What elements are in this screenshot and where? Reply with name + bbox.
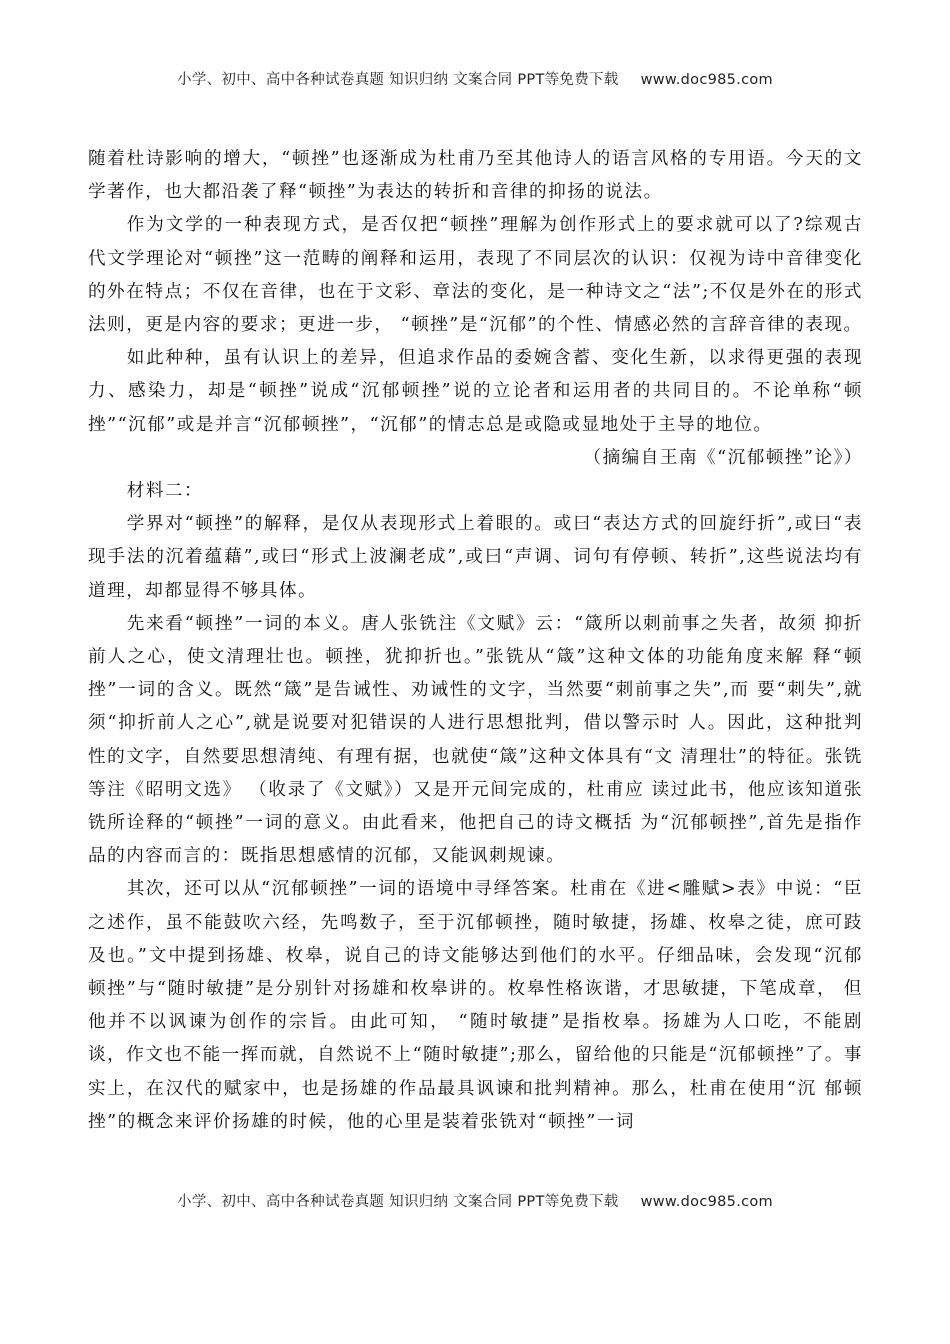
- footer-text: 小学、初中、高中各种试卷真题 知识归纳 文案合同 PPT等免费下载: [177, 1194, 619, 1210]
- paragraph-3: 如此种种，虽有认识上的差异，但追求作品的委婉含蓄、变化生新，以求得更强的表现力、感染力，却是“顿挫”说成“沉郁顿挫”说的立论者和运用者的共同目的。不论单称“顿 挫”“沉郁”或是并言“沉郁顿挫”，“沉郁”的情志总是或隐或显地处于主导的地位。: [88, 348, 863, 435]
- footer-site: www.doc985.com: [640, 1194, 773, 1210]
- page-header: [0, 68, 950, 89]
- citation-source: （摘编自王南《“沉郁顿挫”论》）: [583, 447, 863, 468]
- paragraph-1: 随着杜诗影响的增大，“顿挫”也逐渐成为杜甫乃至其他诗人的语言风格的专用语。今天的文学著作，也大都沿袭了释“顿挫”为表达的转折和音律的抑扬的说法。: [88, 149, 863, 203]
- page-footer: [0, 1190, 950, 1211]
- paragraph-5: 先来看“顿挫”一词的本义。唐人张铣注《文赋》云：“箴所以刺前事之失者，故须 抑折前人之心，使文清理壮也。顿挫，犹抑折也。”张铣从“箴”这种文体的功能角度来解 释“顿挫”一词的含义。既然“箴”是告诫性、劝诫性的文字，当然要“刺前事之失”,而 要“刺失”,就须“抑折前人之心”,就是说要对犯错误的人进行思想批判，借以警示时 人。因此，这种批判性的文字，自然要思想清纯、有理有据，也就使“箴”这种文体具有“文 清理壮”的特征。张铣等注《昭明文选》 （收录了《文赋》）又是开元间完成的，杜甫应 读过此书，他应该知道张铣所诠释的“顿挫”一词的意义。由此看来，他把自己的诗文概括 为“沉郁顿挫”,首先是指作品的内容而言的：既指思想感情的沉郁，又能讽刺规谏。: [88, 613, 863, 867]
- paragraph-4: 学界对“顿挫”的解释，是仅从表现形式上着眼的。或曰“表达方式的回旋纡折”,或曰“表现手法的沉着蕴藉”,或曰“形式上波澜老成”,或曰“声调、词句有停顿、转折”,这些说法均有道理，却都显得不够具体。: [88, 514, 863, 601]
- section-label-material-two: 材料二：: [126, 481, 204, 502]
- paragraph-6: 其次，还可以从“沉郁顿挫”一词的语境中寻绎答案。杜甫在《进<雕赋>表》中说：“臣 之述作，虽不能鼓吹六经，先鸣数子，至于沉郁顿挫，随时敏捷，扬雄、枚皋之徒，庶可跂 及也。”文中提到扬雄、枚皋，说自己的诗文能够达到他们的水平。仔细品味，会发现“沉郁顿挫”与“随时敏捷”是分别针对扬雄和枚皋讲的。枚皋性格诙谐，才思敏捷，下笔成章， 但他并不以讽谏为创作的宗旨。由此可知， “随时敏捷”是指枚皋。扬雄为人口吃，不能剧 谈，作文也不能一挥而就，自然说不上“随时敏捷”;那么，留给他的只能是“沉郁顿挫”了。事实上，在汉代的赋家中，也是扬雄的作品最具讽谏和批判精神。那么，杜甫在使用“沉 郁顿挫”的概念来评价扬雄的时候，他的心里是装着张铣对“顿挫”一词: [88, 879, 863, 1132]
- header-site: www.doc985.com: [640, 72, 773, 88]
- article-body: [88, 143, 863, 1139]
- paragraph-2: 作为文学的一种表现方式，是否仅把“顿挫”理解为创作形式上的要求就可以了?综观古代文学理论对“顿挫”这一范畴的阐释和运用，表现了不同层次的认识：仅视为诗中音律变化的外在特点；不仅在音律，也在于文彩、章法的变化，是一种诗文之“法”;不仅是外在的形式法则，更是内容的要求；更进一步， “顿挫”是“沉郁”的个性、情感必然的言辞音律的表现。: [88, 215, 863, 336]
- header-text: 小学、初中、高中各种试卷真题 知识归纳 文案合同 PPT等免费下载: [177, 72, 619, 88]
